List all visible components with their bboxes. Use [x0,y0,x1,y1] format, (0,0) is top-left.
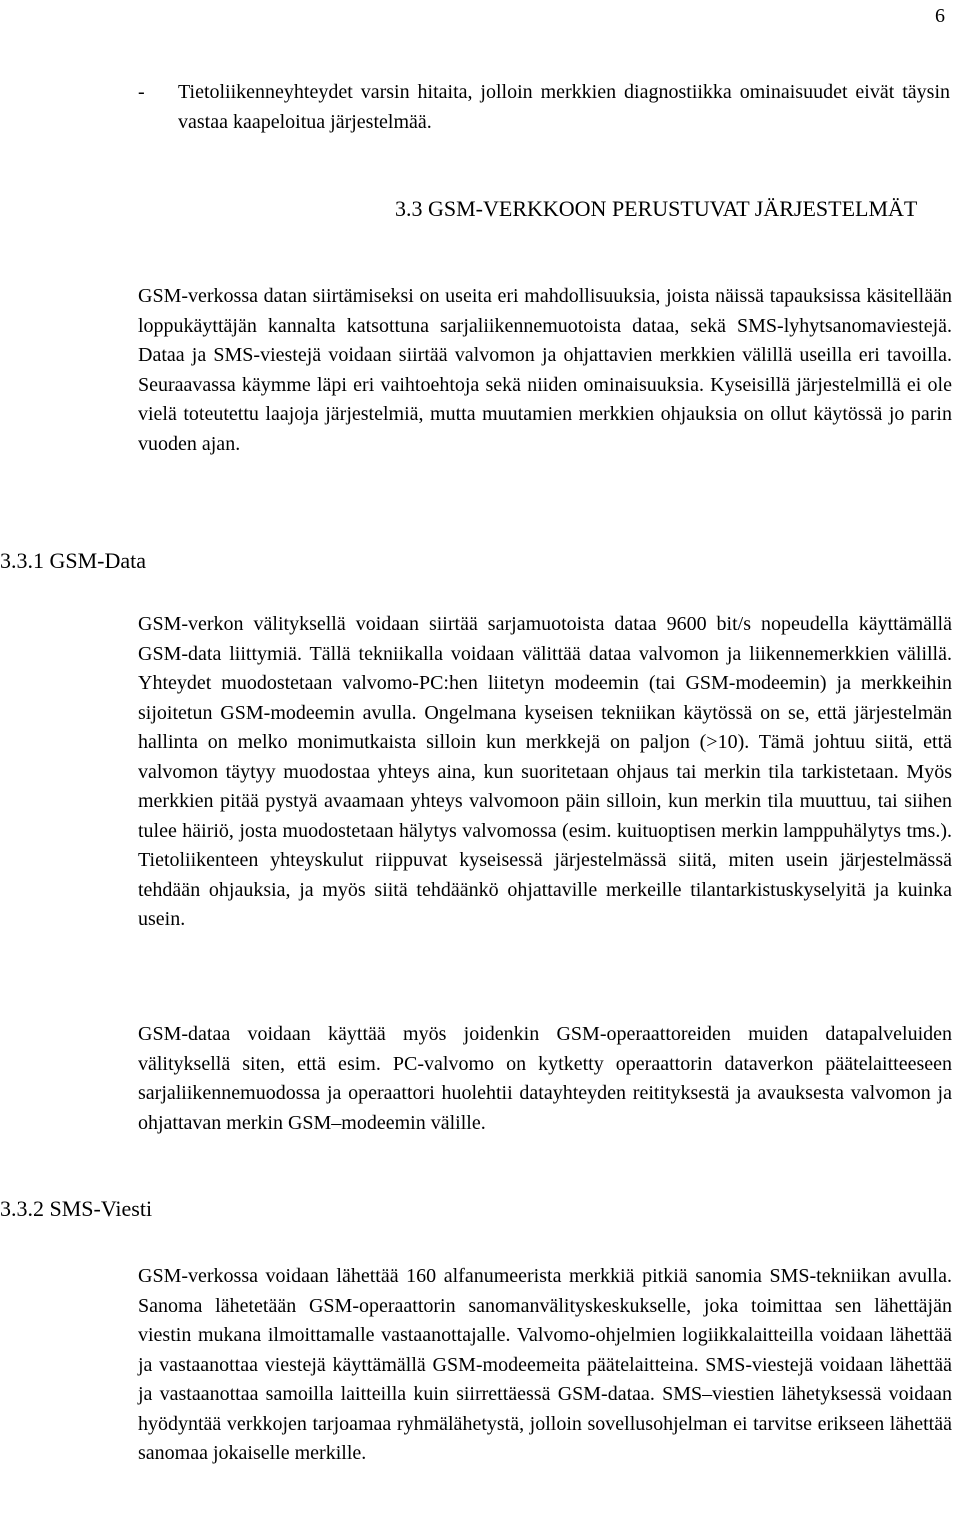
bullet-item [138,78,950,137]
gsm-data-paragraph-1: GSM-verkon välityksellä voidaan siirtää sarjamuotoista dataa 9600 bit/s nopeudella käyttämällä GSM-data liittymiä. Tällä tekniikalla voidaan välittää dataa valvomon ja liikennemerkkien välillä. Yhteydet muodostetaan valvomo-PC:hen liitetyn modeemin (tai GSM-modeemin) ja merkkeihin sijoitetun GSM-modeemin avulla. Ongelmana kyseisen tekniikan käytössä on se, että järjestelmän hallinta on melko monimutkaista silloin kun merkkejä on paljon (>10). Tämä johtuu siitä, että valvomon täytyy muodostaa yhteys aina, kun suoritetaan ohjaus tai merkin tila tarkistetaan. Myös merkkien pitää pystyä avaamaan yhteys valvomoon päin silloin, kun merkin tila muuttuu, tai siihen tulee häiriö, josta muodostetaan hälytys valvomossa (esim. kuituoptisen merkin lamppuhälytys tms.). Tietoliikenteen yhteyskulut riippuvat kyseisessä järjestelmässä siitä, miten usein järjestelmässä tehdään ohjauksia, ja myös siitä tehdäänkö ohjattaville merkeille tilantarkistuskyselyitä ja kuinka usein. [138,613,952,930]
gsm-data-paragraph-2: GSM-dataa voidaan käyttää myös joidenkin GSM-operaattoreiden muiden datapalveluiden välityksellä siten, että esim. PC-valvomo on kytketty operaattorin dataverkon päätelaitteeseen sarjaliikennemuodossa ja operaattori huolehtii datayhteyden reitityksestä ja avauksesta valvomon ja ohjattavan merkin GSM–modeemin välille. [138,1023,952,1134]
section-intro-paragraph: GSM-verkossa datan siirtämiseksi on useita eri mahdollisuuksia, joista näissä tapauksissa käsitellään loppukäyttäjän kannalta katsottuna sarjaliikennemuotoista dataa, sekä SMS-lyhytsanomaviestejä. Dataa ja SMS-viestejä voidaan siirtää valvomon ja ohjattavien merkkien välillä useilla eri tavoilla. Seuraavassa käymme läpi eri vaihtoehtoja sekä niiden ominaisuuksia. Kyseisillä järjestelmillä ei ole vielä toteutettu laajoja järjestelmiä, mutta muutamien merkkien ohjauksia on ollut käytössä jo parin vuoden ajan. [138,285,952,455]
page-number: 6 [935,5,945,27]
bullet-dash: - [138,81,145,103]
bullet-text: Tietoliikenneyhteydet varsin hitaita, jolloin merkkien diagnostiikka ominaisuudet eivät täysin vastaa kaapeloitua järjestelmää. [178,81,950,133]
sms-paragraph: GSM-verkossa voidaan lähettää 160 alfanumeerista merkkiä pitkiä sanomia SMS-tekniikan avulla. Sanoma lähetetään GSM-operaattorin sanomanvälityskeskukselle, joka toimittaa sen lähettäjän viestin mukana ilmoittamalle vastaanottajalle. Valvomo-ohjelmien logiikkalaitteilla voidaan lähettää ja vastaanottaa viestejä käyttämällä GSM-modeemeita päätelaitteina. SMS-viestejä voidaan lähettää ja vastaanottaa samoilla laitteilla kuin siirrettäessä GSM-dataa. SMS–viestien lähetyksessä voidaan hyödyntää verkkojen tarjoamaa ryhmälähetystä, jolloin sovellusohjelman ei tarvitse erikseen lähettää sanomaa jokaiselle merkille. [138,1265,952,1464]
section-heading: 3.3 GSM-VERKKOON PERUSTUVAT JÄRJESTELMÄT [395,196,918,221]
subsection-heading-sms: 3.3.2 SMS-Viesti [0,1196,153,1221]
subsection-heading-gsm-data: 3.3.1 GSM-Data [0,548,147,573]
